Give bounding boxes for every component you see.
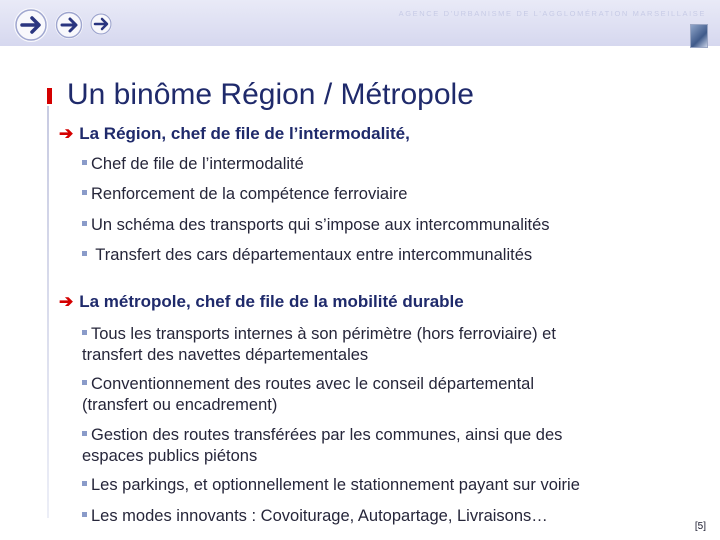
agency-name: AGENCE D'URBANISME DE L'AGGLOMÉRATION MARSEILLAISE xyxy=(398,9,706,18)
square-bullet-icon xyxy=(82,251,87,256)
left-divider xyxy=(47,106,49,518)
arrow-right-icon[interactable] xyxy=(14,8,48,42)
header-bar xyxy=(0,0,720,46)
list-item-text-continued: espaces publics piétons xyxy=(82,447,258,465)
list-item xyxy=(82,184,407,205)
list-item-text: Chef de file de l’intermodalité xyxy=(91,155,304,173)
list-item xyxy=(82,506,548,527)
square-bullet-icon xyxy=(82,160,87,165)
list-item-text: Gestion des routes transférées par les communes, ainsi que des xyxy=(91,426,563,444)
square-bullet-icon xyxy=(82,380,87,385)
list-item-text: Les modes innovants : Covoiturage, Autopartage, Livraisons… xyxy=(91,507,548,525)
title-marker xyxy=(47,88,52,104)
list-item xyxy=(82,475,580,496)
list-item-text: Les parkings, et optionnellement le stationnement payant sur voirie xyxy=(91,476,580,494)
list-item-text: Renforcement de la compétence ferroviaire xyxy=(91,185,408,203)
list-item xyxy=(82,374,534,416)
list-item xyxy=(82,324,556,366)
page-number: [5] xyxy=(694,521,706,532)
list-item-text-continued: (transfert ou encadrement) xyxy=(82,396,278,414)
square-bullet-icon xyxy=(82,431,87,436)
slide-title: Un binôme Région / Métropole xyxy=(67,78,474,111)
list-item-text: Un schéma des transports qui s’impose aux intercommunalités xyxy=(91,216,550,234)
arrow-right-icon[interactable] xyxy=(55,11,83,39)
list-item xyxy=(82,154,304,175)
square-bullet-icon xyxy=(82,512,87,517)
arrow-bullet-icon: ➔ xyxy=(59,124,74,143)
list-item xyxy=(82,215,550,236)
square-bullet-icon xyxy=(82,221,87,226)
list-item-text: Transfert des cars départementaux entre intercommunalités xyxy=(91,246,533,264)
section-heading-text: La métropole, chef de file de la mobilité durable xyxy=(79,292,464,311)
square-bullet-icon xyxy=(82,330,87,335)
list-item-text-continued: transfert des navettes départementales xyxy=(82,346,369,364)
arrow-right-icon[interactable] xyxy=(90,13,112,35)
section-heading-text: La Région, chef de file de l’intermodalité, xyxy=(79,124,410,143)
list-item xyxy=(82,425,562,467)
agency-logo xyxy=(690,24,708,48)
list-item-text: Tous les transports internes à son périmètre (hors ferroviaire) et xyxy=(91,325,556,343)
section-heading xyxy=(59,124,410,144)
list-item xyxy=(82,245,532,266)
square-bullet-icon xyxy=(82,190,87,195)
arrow-bullet-icon: ➔ xyxy=(59,292,74,311)
square-bullet-icon xyxy=(82,481,87,486)
list-item-text: Conventionnement des routes avec le conseil départemental xyxy=(91,375,535,393)
section-heading xyxy=(59,292,464,312)
